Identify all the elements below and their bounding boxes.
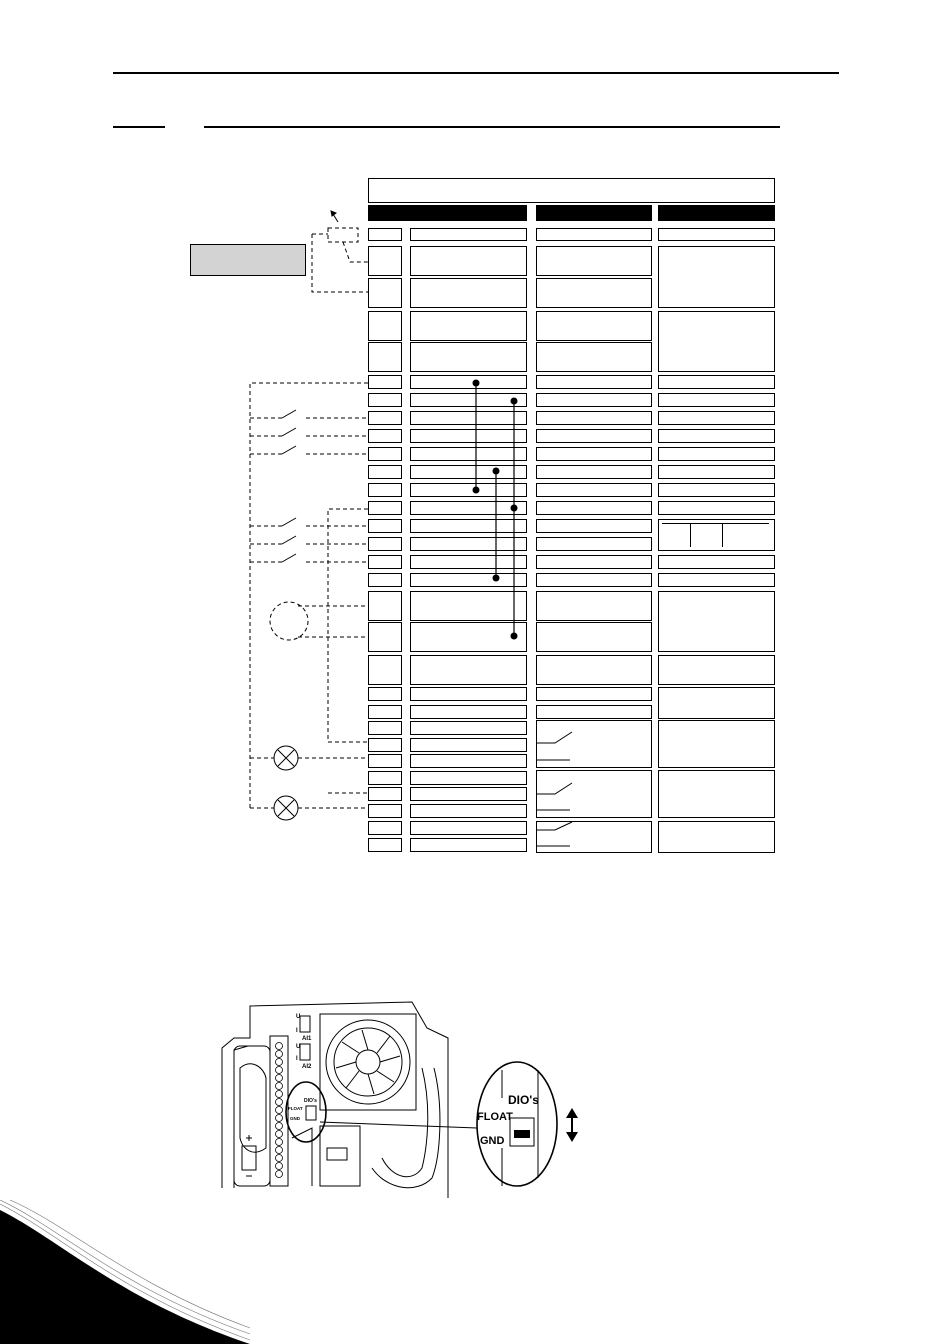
ai1-i-label: I (296, 1028, 298, 1034)
zoom-circle (477, 1062, 557, 1186)
ai1-label: AI1 (302, 1036, 312, 1042)
dios-small-label: DIO's (304, 1098, 317, 1104)
lamp-icon (274, 796, 298, 820)
ai2-u-label: U (296, 1044, 301, 1050)
dios-label: DIO's (508, 1093, 539, 1107)
internal-jumpers (476, 383, 514, 636)
lamp-icon (274, 746, 298, 770)
fan-icon (326, 1020, 410, 1104)
float-label: FLOAT (477, 1111, 513, 1123)
corner-swoosh (0, 1200, 260, 1344)
ai1-u-label: U (296, 1014, 301, 1020)
battery-icon (242, 1146, 256, 1170)
ai2-i-label: I (296, 1056, 298, 1062)
relay-contacts (536, 732, 572, 846)
terminal-screws (276, 1043, 283, 1178)
arrow-icon (331, 211, 338, 222)
ai2-label: AI2 (302, 1064, 312, 1070)
analog-signal-source (270, 602, 308, 640)
gnd-small-label: GND (290, 1116, 300, 1121)
float-small-label: FLOAT (288, 1106, 303, 1111)
switch-levers (282, 410, 296, 562)
gnd-label: GND (480, 1135, 505, 1147)
jumper-dots (473, 380, 518, 640)
drive-photo (212, 998, 592, 1208)
dashed-wiring (250, 228, 368, 808)
